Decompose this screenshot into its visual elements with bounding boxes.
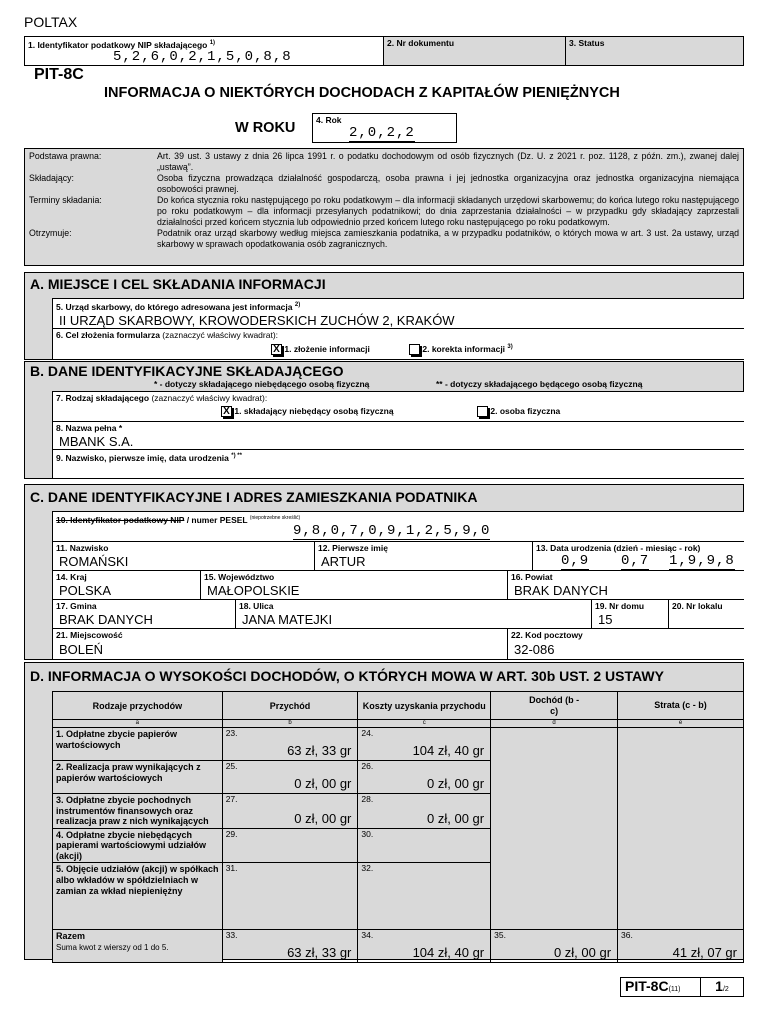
- legal-value: Do końca stycznia roku następującego po roku podatkowym – dla informacji składanych urzędowi skarbowemu; do końca lutego roku następującego po roku podatkowym – dla informacji przesyłanych podatnikowi; do dnia zaprzestania działalności – w przypadku gdy składający zaprzestali działalności przed końcem stycznia lub odpowiednio przed końcem lutego roku następującego po roku podatkowym.: [157, 195, 739, 227]
- row-label: 1. Odpłatne zbycie papierów wartościowych: [53, 728, 223, 761]
- table-row: [53, 728, 744, 761]
- footer-version: (11): [668, 986, 681, 993]
- field-19-house-number[interactable]: [591, 599, 668, 628]
- cell-26[interactable]: [358, 761, 491, 794]
- footnote-ref: 2): [294, 302, 301, 308]
- cell-value: 104 zł, 40 gr: [412, 945, 485, 960]
- field-22-postal-code[interactable]: [507, 628, 744, 660]
- legal-row: [29, 195, 739, 227]
- field-11-label: 11. Nazwisko: [56, 543, 109, 553]
- cell-23[interactable]: [222, 728, 358, 761]
- option-non-natural-person-label: 1. składający niebędący osobą fizyczną: [234, 406, 394, 416]
- cell-number: 23.: [225, 728, 238, 738]
- cell-36[interactable]: [618, 930, 744, 963]
- cell-loss-disabled: [618, 728, 744, 930]
- table-header-row: [53, 692, 744, 720]
- checkbox-natural-person[interactable]: [477, 406, 488, 417]
- field-7-filer-type: [52, 391, 744, 421]
- field-16-value: BRAK DANYCH: [514, 583, 608, 598]
- field-2-doc-number: [383, 36, 566, 66]
- section-c-title: C. DANE IDENTYFIKACYJNE I ADRES ZAMIESZKANIA PODATNIKA: [30, 489, 478, 505]
- option-submission[interactable]: [271, 344, 370, 355]
- col-header-costs: Koszty uzyskania przychodu: [358, 692, 491, 720]
- col-letter: d: [491, 720, 618, 728]
- cell-value: 0 zł, 00 gr: [294, 810, 352, 826]
- field-21-label: 21. Miejscowość: [56, 630, 123, 640]
- field-4-year[interactable]: [312, 113, 457, 143]
- legal-key: Składający:: [29, 173, 74, 184]
- field-10-pesel[interactable]: [52, 511, 744, 541]
- cell-value: 0 zł, 00 gr: [294, 776, 352, 791]
- field-15-value: MAŁOPOLSKIE: [207, 583, 300, 598]
- field-19-label: 19. Nr domu: [595, 601, 645, 611]
- footer-page: 1: [715, 978, 723, 994]
- field-12-value: ARTUR: [321, 554, 366, 569]
- footer-form-code: [620, 977, 744, 997]
- field-18-street[interactable]: [235, 599, 591, 628]
- field-13-birth-date[interactable]: [532, 541, 744, 570]
- footnote-ref: 3): [507, 344, 513, 351]
- birth-year: 1,9,9,8: [669, 553, 735, 569]
- form-title: INFORMACJA O NIEKTÓRYCH DOCHODACH Z KAPITAŁÓW PIENIĘŻNYCH: [104, 85, 620, 101]
- brand-label: POLTAX: [24, 14, 78, 30]
- field-4-label: 4. Rok: [316, 115, 342, 125]
- field-12-first-name[interactable]: [314, 541, 532, 570]
- checkbox-non-natural-person[interactable]: X: [221, 406, 232, 417]
- cell-value: 41 zł, 07 gr: [672, 945, 737, 960]
- field-8-value: MBANK S.A.: [59, 434, 134, 449]
- footnote-ref: 1): [209, 40, 216, 46]
- legal-row: [29, 151, 739, 172]
- form-code: PIT-8C: [34, 66, 84, 83]
- cell-number: 30.: [361, 828, 374, 839]
- field-6-purpose: [52, 328, 744, 360]
- col-letter: c: [358, 720, 491, 728]
- option-non-natural-person[interactable]: [221, 406, 394, 417]
- option-natural-person-label: 2. osoba fizyczna: [490, 406, 561, 416]
- col-letter: b: [222, 720, 358, 728]
- legal-key: Podstawa prawna:: [29, 151, 102, 161]
- field-9-label: 9. Nazwisko, pierwsze imię, data urodzenia: [56, 452, 229, 463]
- footer-code: PIT-8C: [625, 978, 669, 994]
- field-22-label: 22. Kod pocztowy: [511, 630, 583, 640]
- field-17-municipality[interactable]: [52, 599, 235, 628]
- field-16-label: 16. Powiat: [511, 572, 553, 582]
- cell-34[interactable]: [358, 930, 491, 963]
- section-b-title: B. DANE IDENTYFIKACYJNE SKŁADAJĄCEGO: [30, 363, 344, 379]
- footnote-ref: *) **: [231, 453, 242, 459]
- cell-value: 0 zł, 00 gr: [553, 945, 612, 960]
- field-2-label: 2. Nr dokumentu: [387, 38, 455, 48]
- cell-number: 29.: [225, 828, 238, 839]
- col-letter: e: [618, 720, 744, 728]
- field-6-hint: (zaznaczyć właściwy kwadrat):: [162, 330, 279, 340]
- legal-key: Terminy składania:: [29, 195, 102, 206]
- col-header-revenue: Przychód: [222, 692, 358, 720]
- field-22-value: 32-086: [514, 642, 555, 657]
- table-total-row: [53, 930, 744, 963]
- cell-30[interactable]: [358, 828, 491, 863]
- cell-29[interactable]: [222, 828, 358, 863]
- nip-digits: 5,2,6,0,2,1,5,0,8,8: [113, 49, 292, 65]
- field-15-label: 15. Województwo: [204, 572, 275, 582]
- field-3-label: 3. Status: [569, 38, 605, 48]
- section-b-note-1: * - dotyczy składającego niebędącego osobą fizyczną: [154, 379, 370, 389]
- field-5-tax-office[interactable]: [52, 298, 744, 328]
- col-header-income: Dochód (b - c): [491, 692, 618, 720]
- cell-number: 24.: [361, 728, 374, 738]
- cell-value: 63 zł, 33 gr: [287, 743, 352, 758]
- field-18-value: JANA MATEJKI: [242, 612, 333, 627]
- field-18-label: 18. Ulica: [239, 601, 274, 611]
- field-21-value: BOLEŃ: [59, 642, 104, 657]
- cell-35[interactable]: [491, 930, 618, 963]
- field-8-label: 8. Nazwa pełna *: [56, 423, 123, 433]
- field-17-value: BRAK DANYCH: [59, 612, 153, 627]
- field-5-label: 5. Urząd skarbowy, do którego adresowana jest informacja: [56, 301, 293, 312]
- field-11-surname[interactable]: [52, 541, 314, 570]
- field-17-label: 17. Gmina: [56, 601, 97, 611]
- field-9-name-dob[interactable]: [52, 449, 744, 479]
- field-14-value: POLSKA: [59, 583, 112, 598]
- cell-income-disabled: [491, 728, 618, 930]
- option-correction[interactable]: [409, 344, 513, 355]
- cell-32[interactable]: [358, 863, 491, 930]
- field-1-label: 1. Identyfikator podatkowy NIP składającego: [28, 39, 208, 50]
- cell-number: 26.: [361, 761, 374, 771]
- legal-info-block: [24, 148, 744, 266]
- cell-25[interactable]: [222, 761, 358, 794]
- field-21-city[interactable]: [52, 628, 507, 660]
- cell-number: 36.: [621, 930, 633, 940]
- cell-value: 0 zł, 00 gr: [427, 776, 485, 791]
- field-10-label: / numer PESEL: [184, 514, 248, 525]
- birth-day: 0,9: [561, 553, 590, 569]
- cell-31[interactable]: [222, 863, 358, 930]
- footer-page-total: /2: [722, 986, 729, 993]
- legal-value: Podatnik oraz urząd skarbowy według miejsca zamieszkania podatnika, a w przypadku podatników, o których mowa w art. 3 ust. 2a ustawy, urząd skarbowy w sprawach opodatkowania osób zagranicznych.: [157, 228, 739, 249]
- field-16-county[interactable]: [507, 570, 744, 599]
- cell-value: 0 zł, 00 gr: [427, 810, 485, 826]
- field-14-label: 14. Kraj: [56, 572, 87, 582]
- col-letter: a: [53, 720, 223, 728]
- cell-number: 31.: [225, 863, 238, 873]
- col-header-loss: Strata (c - b): [618, 692, 744, 720]
- birth-month: 0,7: [621, 553, 650, 569]
- row-label: 5. Objęcie udziałów (akcji) w spółkach albo wkładów w spółdzielniach w zamian za wkład niepieniężny: [53, 863, 223, 930]
- field-1-nip[interactable]: [24, 36, 384, 66]
- pesel-digits: 9,8,0,7,0,9,1,2,5,9,0: [293, 523, 491, 539]
- field-10-note: (niepotrzebne skreślić): [249, 515, 301, 521]
- field-12-label: 12. Pierwsze imię: [318, 543, 388, 553]
- cell-number: 35.: [494, 930, 506, 940]
- legal-value: Art. 39 ust. 3 ustawy z dnia 26 lipca 1991 r. o podatku dochodowym od osób fizycznych (Dz. U. z 2021 r. poz. 1128, z późn. zm.), zwanej dalej „ustawą”.: [157, 151, 739, 172]
- cell-value: 104 zł, 40 gr: [412, 743, 485, 758]
- option-natural-person[interactable]: [477, 406, 560, 417]
- field-8-full-name[interactable]: [52, 421, 744, 449]
- total-sublabel: Suma kwot z wierszy od 1 do 5.: [56, 943, 169, 952]
- total-label: Razem: [56, 931, 86, 941]
- total-label-cell: [53, 930, 223, 963]
- row-label: 2. Realizacja praw wynikających z papierów wartościowych: [53, 761, 223, 794]
- legal-row: [29, 173, 739, 194]
- cell-number: 28.: [361, 794, 374, 804]
- year-digits: 2,0,2,2: [349, 125, 415, 141]
- field-14-country[interactable]: [52, 570, 200, 599]
- section-b-note-2: ** - dotyczy składającego będącego osobą fizyczną: [436, 379, 643, 389]
- cell-27[interactable]: [222, 794, 358, 829]
- field-3-status: [565, 36, 744, 66]
- field-20-label: 20. Nr lokalu: [672, 601, 723, 611]
- checkbox-submission[interactable]: X: [271, 344, 282, 355]
- field-13-label: 13. Data urodzenia (dzień - miesiąc - rok): [536, 543, 701, 553]
- field-15-voivodeship[interactable]: [200, 570, 507, 599]
- cell-number: 25.: [225, 761, 238, 771]
- section-a-title: A. MIEJSCE I CEL SKŁADANIA INFORMACJI: [30, 276, 326, 292]
- field-6-label: 6. Cel złożenia formularza: [56, 330, 160, 340]
- legal-value: Osoba fizyczna prowadząca działalność gospodarczą, osoba prawna i jej jednostka organizacyjna oraz jednostka organizacyjna niemająca osobowości prawnej.: [157, 173, 739, 194]
- year-label: W ROKU: [235, 120, 296, 136]
- option-correction-label: 2. korekta informacji: [422, 344, 506, 354]
- letters-row: [53, 720, 744, 728]
- field-7-hint: (zaznaczyć właściwy kwadrat):: [151, 393, 268, 403]
- field-7-label: 7. Rodzaj składającego: [56, 393, 150, 403]
- checkbox-correction[interactable]: [409, 344, 420, 355]
- row-label: 4. Odpłatne zbycie niebędących papierami wartościowymi udziałów (akcji): [53, 828, 223, 863]
- cell-value: 63 zł, 33 gr: [287, 945, 352, 960]
- cell-number: 33.: [225, 930, 238, 940]
- field-5-value: II URZĄD SKARBOWY, KROWODERSKICH ZUCHÓW 2, KRAKÓW: [59, 313, 455, 328]
- cell-28[interactable]: [358, 794, 491, 829]
- legal-row: [29, 228, 739, 249]
- cell-33[interactable]: [222, 930, 358, 963]
- cell-number: 32.: [361, 863, 374, 873]
- field-20-apartment-number[interactable]: [668, 599, 744, 628]
- income-table: [52, 691, 744, 963]
- legal-key: Otrzymuje:: [29, 228, 72, 239]
- field-10-label-strike: 10. Identyfikator podatkowy NIP: [56, 514, 185, 525]
- cell-number: 34.: [361, 930, 374, 940]
- col-header-income-type: Rodzaje przychodów: [53, 692, 223, 720]
- field-19-value: 15: [598, 612, 613, 627]
- field-11-value: ROMAŃSKI: [59, 554, 129, 569]
- row-label: 3. Odpłatne zbycie pochodnych instrumentów finansowych oraz realizacja praw z nich wynikających: [53, 794, 223, 829]
- option-submission-label: 1. złożenie informacji: [284, 344, 370, 354]
- cell-number: 27.: [225, 794, 238, 804]
- section-d-title: D. INFORMACJA O WYSOKOŚCI DOCHODÓW, O KTÓRYCH MOWA W ART. 30b UST. 2 USTAWY: [30, 668, 664, 684]
- cell-24[interactable]: [358, 728, 491, 761]
